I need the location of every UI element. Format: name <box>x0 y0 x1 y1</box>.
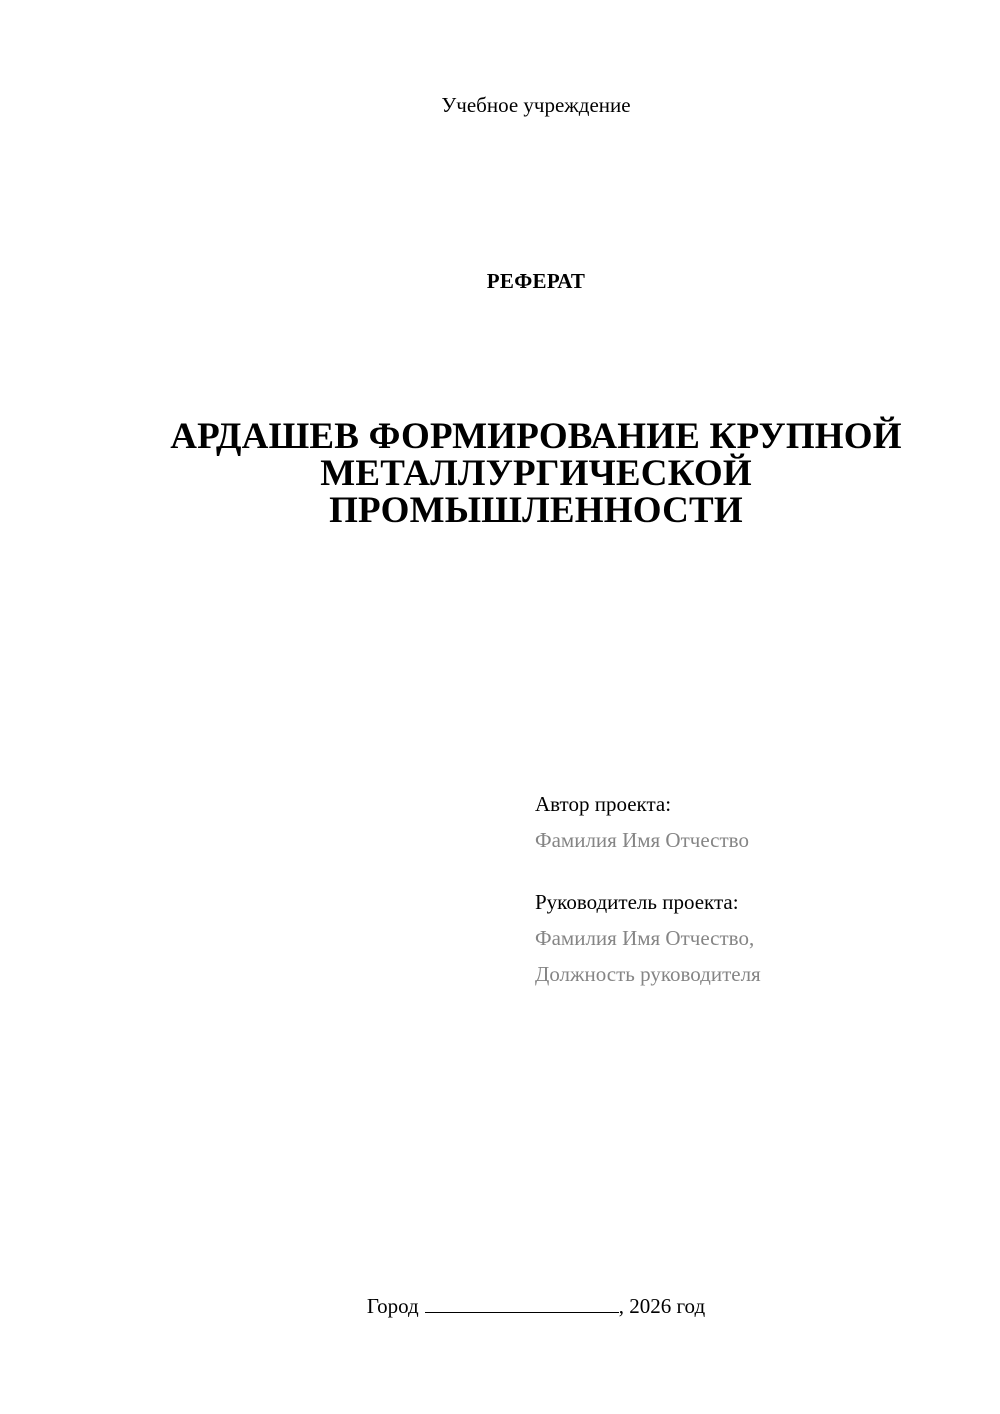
author-label: Автор проекта: <box>535 792 672 816</box>
city-blank-line <box>425 1292 619 1313</box>
info-block <box>535 786 975 992</box>
footer-city-year <box>0 1292 1000 1319</box>
document-title: АРДАШЕВ ФОРМИРОВАНИЕ КРУПНОЙ МЕТАЛЛУРГИЧЕСКОЙ ПРОМЫШЛЕННОСТИ <box>170 416 902 531</box>
city-label: Город <box>366 1294 419 1318</box>
info-spacer <box>535 858 975 884</box>
author-name: Фамилия Имя Отчество <box>535 828 749 852</box>
institution-name: Учебное учреждение <box>441 93 631 117</box>
supervisor-position: Должность руководителя <box>535 962 761 986</box>
year-text: , 2026 год <box>618 1294 706 1318</box>
supervisor-label: Руководитель проекта: <box>535 890 739 914</box>
document-type: РЕФЕРАТ <box>486 269 586 293</box>
supervisor-name: Фамилия Имя Отчество, <box>535 926 755 950</box>
